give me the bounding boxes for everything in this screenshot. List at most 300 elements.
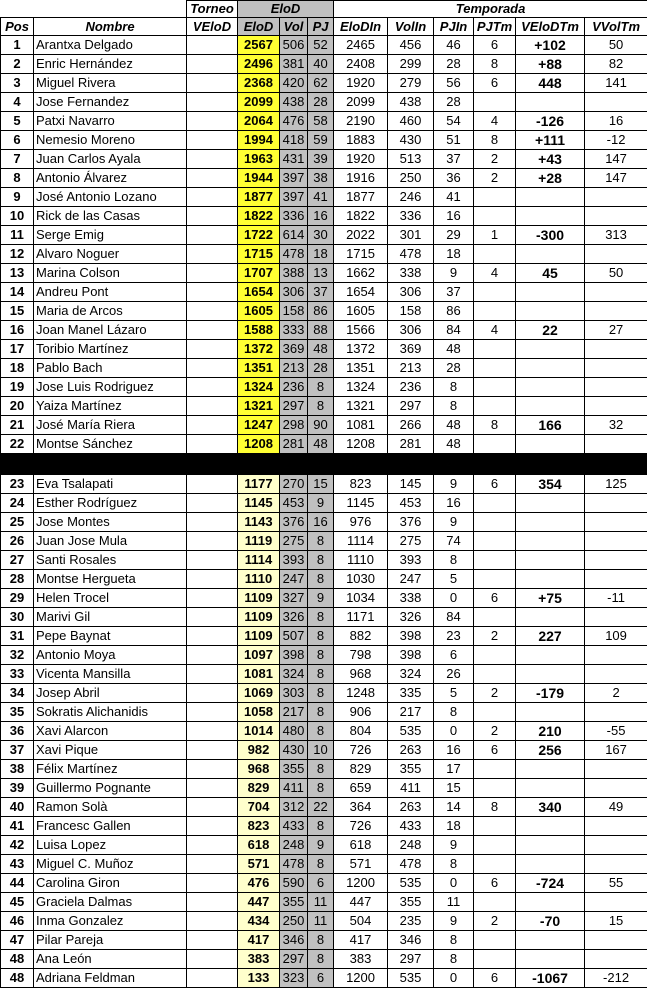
row-elod: 1324 (238, 378, 280, 397)
row-veloD (187, 741, 238, 760)
row-elodin: 1081 (334, 416, 388, 435)
row-name: Toribio Martínez (34, 340, 187, 359)
row-pos: 21 (1, 416, 34, 435)
row-name: Montse Hergueta (34, 570, 187, 589)
row-veloD (187, 950, 238, 969)
table-row (1, 435, 647, 454)
row-name: Esther Rodríguez (34, 494, 187, 513)
table-row (1, 741, 647, 760)
row-pjin: 0 (434, 589, 474, 608)
row-pjin: 9 (434, 836, 474, 855)
row-pj: 8 (308, 665, 334, 684)
row-name: Luisa Lopez (34, 836, 187, 855)
row-veloD (187, 513, 238, 532)
row-pos: 41 (1, 817, 34, 836)
row-vvoltm: 27 (585, 321, 647, 340)
row-name: Antonio Moya (34, 646, 187, 665)
row-velodtm (516, 855, 585, 874)
row-name: Miguel C. Muñoz (34, 855, 187, 874)
row-name: Xavi Pique (34, 741, 187, 760)
row-elodin: 2190 (334, 112, 388, 131)
row-vvoltm: 15 (585, 912, 647, 931)
row-veloD (187, 589, 238, 608)
table-row (1, 36, 647, 55)
row-vvoltm: 32 (585, 416, 647, 435)
row-pos: 23 (1, 475, 34, 494)
row-pjtm: 6 (474, 589, 516, 608)
row-vvoltm: -55 (585, 722, 647, 741)
row-veloD (187, 207, 238, 226)
row-vol: 355 (280, 893, 308, 912)
row-elod: 1877 (238, 188, 280, 207)
row-vvoltm (585, 207, 647, 226)
row-vol: 324 (280, 665, 308, 684)
row-pjin: 16 (434, 741, 474, 760)
row-vvoltm (585, 513, 647, 532)
row-pjin: 9 (434, 264, 474, 283)
row-vol: 478 (280, 855, 308, 874)
row-pjtm: 1 (474, 226, 516, 245)
row-vvoltm (585, 188, 647, 207)
row-vol: 397 (280, 169, 308, 188)
row-elod: 383 (238, 950, 280, 969)
row-veloD (187, 150, 238, 169)
row-vol: 376 (280, 513, 308, 532)
row-velodtm (516, 570, 585, 589)
row-velodtm: -724 (516, 874, 585, 893)
row-name: Pepe Baynat (34, 627, 187, 646)
row-elodin: 1883 (334, 131, 388, 150)
row-pj: 16 (308, 513, 334, 532)
row-volin: 535 (388, 874, 434, 893)
table-row (1, 397, 647, 416)
row-elodin: 1920 (334, 150, 388, 169)
row-elodin: 1822 (334, 207, 388, 226)
row-veloD (187, 836, 238, 855)
row-pos: 19 (1, 378, 34, 397)
row-pjin: 8 (434, 950, 474, 969)
row-elodin: 882 (334, 627, 388, 646)
row-elodin: 1114 (334, 532, 388, 551)
row-pjtm (474, 397, 516, 416)
row-pj: 8 (308, 378, 334, 397)
table-row (1, 665, 647, 684)
row-veloD (187, 817, 238, 836)
row-vol: 430 (280, 741, 308, 760)
row-pjin: 16 (434, 494, 474, 513)
row-vvoltm (585, 779, 647, 798)
table-row (1, 874, 647, 893)
row-vol: 476 (280, 112, 308, 131)
row-pjtm (474, 378, 516, 397)
row-elodin: 804 (334, 722, 388, 741)
row-pos: 22 (1, 435, 34, 454)
row-elodin: 417 (334, 931, 388, 950)
row-pos: 9 (1, 188, 34, 207)
table-row (1, 513, 647, 532)
row-elodin: 976 (334, 513, 388, 532)
table-row (1, 722, 647, 741)
row-name: Yaiza Martínez (34, 397, 187, 416)
table-row (1, 475, 647, 494)
row-pj: 8 (308, 627, 334, 646)
row-volin: 478 (388, 855, 434, 874)
row-pj: 15 (308, 475, 334, 494)
row-vol: 506 (280, 36, 308, 55)
table-row (1, 416, 647, 435)
row-veloD (187, 798, 238, 817)
row-veloD (187, 665, 238, 684)
row-pj: 13 (308, 264, 334, 283)
table-row (1, 570, 647, 589)
row-volin: 266 (388, 416, 434, 435)
row-pjin: 74 (434, 532, 474, 551)
col-header-velodtm: VEloDTm (516, 18, 585, 36)
row-velodtm (516, 817, 585, 836)
row-velodtm: +88 (516, 55, 585, 74)
row-veloD (187, 93, 238, 112)
row-pj: 8 (308, 779, 334, 798)
row-pjtm (474, 93, 516, 112)
row-pos: 43 (1, 855, 34, 874)
row-pos: 33 (1, 665, 34, 684)
row-pjtm (474, 893, 516, 912)
row-elodin: 1605 (334, 302, 388, 321)
row-volin: 145 (388, 475, 434, 494)
row-velodtm: +43 (516, 150, 585, 169)
row-name: Vicenta Mansilla (34, 665, 187, 684)
row-elod: 1110 (238, 570, 280, 589)
row-vvoltm (585, 359, 647, 378)
row-elodin: 364 (334, 798, 388, 817)
row-vol: 306 (280, 283, 308, 302)
row-pjtm (474, 570, 516, 589)
row-elod: 2064 (238, 112, 280, 131)
row-vol: 298 (280, 416, 308, 435)
row-elodin: 1877 (334, 188, 388, 207)
row-velodtm: 340 (516, 798, 585, 817)
row-vvoltm: 313 (585, 226, 647, 245)
row-pj: 8 (308, 684, 334, 703)
row-name: Ramon Solà (34, 798, 187, 817)
row-elod: 133 (238, 969, 280, 988)
row-veloD (187, 397, 238, 416)
row-pjtm (474, 245, 516, 264)
row-vvoltm (585, 93, 647, 112)
row-veloD (187, 703, 238, 722)
row-name: Alvaro Noguer (34, 245, 187, 264)
row-elodin: 829 (334, 760, 388, 779)
row-veloD (187, 264, 238, 283)
row-elodin: 1351 (334, 359, 388, 378)
row-vvoltm: 50 (585, 264, 647, 283)
table-row (1, 264, 647, 283)
table-row (1, 302, 647, 321)
row-velodtm (516, 378, 585, 397)
row-veloD (187, 435, 238, 454)
row-vol: 433 (280, 817, 308, 836)
table-row (1, 969, 647, 988)
row-name: Félix Martínez (34, 760, 187, 779)
row-velodtm (516, 245, 585, 264)
row-volin: 236 (388, 378, 434, 397)
row-pjin: 48 (434, 340, 474, 359)
row-velodtm (516, 283, 585, 302)
row-vol: 480 (280, 722, 308, 741)
row-vol: 323 (280, 969, 308, 988)
row-veloD (187, 340, 238, 359)
row-name: Sokratis Alichanidis (34, 703, 187, 722)
row-vol: 346 (280, 931, 308, 950)
row-vvoltm (585, 283, 647, 302)
row-vvoltm: 2 (585, 684, 647, 703)
row-pjin: 48 (434, 435, 474, 454)
row-name: Josep Abril (34, 684, 187, 703)
row-veloD (187, 359, 238, 378)
row-veloD (187, 36, 238, 55)
row-vvoltm (585, 532, 647, 551)
row-pjtm (474, 359, 516, 378)
row-vol: 418 (280, 131, 308, 150)
row-volin: 263 (388, 741, 434, 760)
row-pjtm: 6 (474, 36, 516, 55)
row-elodin: 1034 (334, 589, 388, 608)
row-elod: 434 (238, 912, 280, 931)
row-pjin: 18 (434, 817, 474, 836)
row-elodin: 1248 (334, 684, 388, 703)
row-velodtm (516, 665, 585, 684)
row-name: Jose Fernandez (34, 93, 187, 112)
row-pos: 37 (1, 741, 34, 760)
row-velodtm: +28 (516, 169, 585, 188)
row-volin: 430 (388, 131, 434, 150)
row-volin: 279 (388, 74, 434, 93)
row-elodin: 1321 (334, 397, 388, 416)
row-name: Arantxa Delgado (34, 36, 187, 55)
row-elod: 1058 (238, 703, 280, 722)
row-vvoltm (585, 646, 647, 665)
table-row (1, 226, 647, 245)
col-header-pj: PJ (308, 18, 334, 36)
row-pos: 5 (1, 112, 34, 131)
row-velodtm: 354 (516, 475, 585, 494)
row-volin: 376 (388, 513, 434, 532)
row-pjin: 9 (434, 513, 474, 532)
row-volin: 478 (388, 245, 434, 264)
row-veloD (187, 570, 238, 589)
row-pj: 6 (308, 874, 334, 893)
row-velodtm (516, 608, 585, 627)
row-elod: 1143 (238, 513, 280, 532)
row-pjtm: 8 (474, 798, 516, 817)
row-pj: 90 (308, 416, 334, 435)
row-vol: 355 (280, 760, 308, 779)
row-vvoltm (585, 931, 647, 950)
row-pos: 12 (1, 245, 34, 264)
row-elodin: 1200 (334, 874, 388, 893)
row-elod: 2567 (238, 36, 280, 55)
row-vol: 369 (280, 340, 308, 359)
row-velodtm (516, 494, 585, 513)
row-veloD (187, 893, 238, 912)
table-row (1, 950, 647, 969)
row-vvoltm (585, 855, 647, 874)
row-velodtm: +102 (516, 36, 585, 55)
row-vvoltm (585, 494, 647, 513)
row-velodtm (516, 302, 585, 321)
row-velodtm (516, 93, 585, 112)
row-vvoltm (585, 340, 647, 359)
row-pjtm: 2 (474, 722, 516, 741)
row-elodin: 1654 (334, 283, 388, 302)
row-pj: 18 (308, 245, 334, 264)
row-vvoltm (585, 435, 647, 454)
row-pjtm: 2 (474, 684, 516, 703)
row-elodin: 1715 (334, 245, 388, 264)
row-elod: 1707 (238, 264, 280, 283)
row-elod: 1715 (238, 245, 280, 264)
table-row (1, 532, 647, 551)
row-vol: 388 (280, 264, 308, 283)
row-velodtm (516, 551, 585, 570)
row-pos: 13 (1, 264, 34, 283)
row-velodtm: 256 (516, 741, 585, 760)
row-vvoltm (585, 551, 647, 570)
row-volin: 535 (388, 969, 434, 988)
row-volin: 346 (388, 931, 434, 950)
row-pj: 8 (308, 608, 334, 627)
row-veloD (187, 931, 238, 950)
row-velodtm (516, 513, 585, 532)
table-row (1, 627, 647, 646)
row-pj: 28 (308, 359, 334, 378)
row-elod: 1208 (238, 435, 280, 454)
row-volin: 460 (388, 112, 434, 131)
row-pos: 38 (1, 760, 34, 779)
row-pos: 1 (1, 36, 34, 55)
row-veloD (187, 475, 238, 494)
row-pjin: 0 (434, 722, 474, 741)
row-pos: 16 (1, 321, 34, 340)
row-veloD (187, 378, 238, 397)
row-pj: 8 (308, 397, 334, 416)
row-velodtm (516, 207, 585, 226)
row-pjtm (474, 340, 516, 359)
row-pjtm (474, 608, 516, 627)
row-vol: 217 (280, 703, 308, 722)
row-vol: 333 (280, 321, 308, 340)
group-torneo-label: Torneo (187, 1, 238, 18)
row-pjin: 28 (434, 55, 474, 74)
row-pjtm (474, 931, 516, 950)
row-pos: 27 (1, 551, 34, 570)
row-volin: 438 (388, 93, 434, 112)
row-vvoltm: 55 (585, 874, 647, 893)
row-elodin: 504 (334, 912, 388, 931)
row-pos: 31 (1, 627, 34, 646)
row-pos: 36 (1, 722, 34, 741)
row-volin: 369 (388, 340, 434, 359)
row-pos: 30 (1, 608, 34, 627)
row-pj: 39 (308, 150, 334, 169)
row-vvoltm: -12 (585, 131, 647, 150)
row-velodtm (516, 931, 585, 950)
table-row (1, 169, 647, 188)
row-pjin: 8 (434, 931, 474, 950)
row-vvoltm: 147 (585, 169, 647, 188)
row-vvoltm (585, 397, 647, 416)
row-pjtm: 8 (474, 55, 516, 74)
row-pjtm (474, 302, 516, 321)
row-pjtm: 4 (474, 112, 516, 131)
row-pjin: 8 (434, 378, 474, 397)
table-row (1, 283, 647, 302)
table-row (1, 74, 647, 93)
col-header-pjin: PJIn (434, 18, 474, 36)
col-header-elodin: EloDIn (334, 18, 388, 36)
row-name: Patxi Navarro (34, 112, 187, 131)
row-vol: 326 (280, 608, 308, 627)
row-pjin: 54 (434, 112, 474, 131)
row-pj: 28 (308, 93, 334, 112)
row-elod: 1944 (238, 169, 280, 188)
row-elodin: 1030 (334, 570, 388, 589)
row-pjin: 26 (434, 665, 474, 684)
ranking-top-section (1, 36, 647, 454)
row-volin: 338 (388, 264, 434, 283)
row-veloD (187, 283, 238, 302)
table-row (1, 608, 647, 627)
row-pj: 8 (308, 931, 334, 950)
row-pj: 8 (308, 551, 334, 570)
row-pjin: 84 (434, 321, 474, 340)
row-elod: 1081 (238, 665, 280, 684)
row-volin: 393 (388, 551, 434, 570)
row-pjtm (474, 188, 516, 207)
row-velodtm: +111 (516, 131, 585, 150)
row-pos: 11 (1, 226, 34, 245)
row-pjin: 9 (434, 475, 474, 494)
row-pos: 20 (1, 397, 34, 416)
row-vvoltm: 49 (585, 798, 647, 817)
column-header-row (1, 18, 647, 36)
row-volin: 301 (388, 226, 434, 245)
row-pjin: 36 (434, 169, 474, 188)
row-elod: 704 (238, 798, 280, 817)
row-elod: 618 (238, 836, 280, 855)
row-volin: 326 (388, 608, 434, 627)
row-vvoltm: 82 (585, 55, 647, 74)
row-pjtm (474, 435, 516, 454)
col-header-veloD: VEloD (187, 18, 238, 36)
row-volin: 335 (388, 684, 434, 703)
row-vol: 248 (280, 836, 308, 855)
row-pjin: 48 (434, 416, 474, 435)
row-veloD (187, 226, 238, 245)
row-veloD (187, 684, 238, 703)
row-pjtm: 2 (474, 912, 516, 931)
row-pjtm (474, 646, 516, 665)
row-pjtm (474, 551, 516, 570)
row-pj: 6 (308, 969, 334, 988)
row-pjtm: 4 (474, 264, 516, 283)
row-pos: 48 (1, 969, 34, 988)
row-pj: 16 (308, 207, 334, 226)
row-name: Graciela Dalmas (34, 893, 187, 912)
row-elodin: 1566 (334, 321, 388, 340)
row-veloD (187, 551, 238, 570)
row-name: Antonio Álvarez (34, 169, 187, 188)
